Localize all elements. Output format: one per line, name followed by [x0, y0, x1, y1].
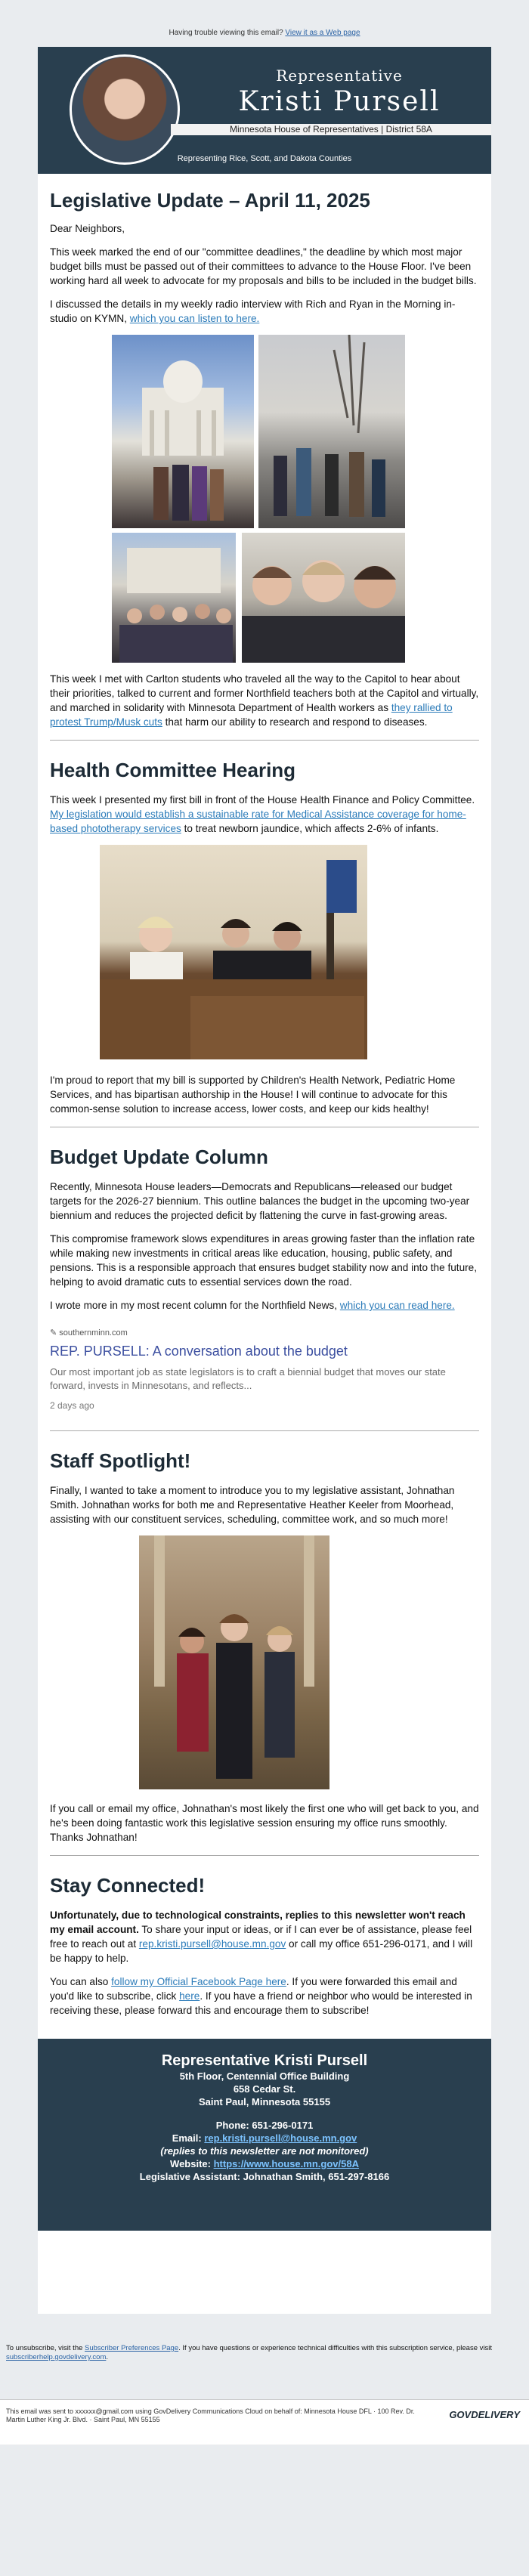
- connect-heading: Stay Connected!: [50, 1874, 206, 1897]
- budget-p3-text: I wrote more in my most recent column for the Northfield News,: [50, 1300, 338, 1311]
- email-body: [38, 47, 491, 2314]
- footer-name: Representative Kristi Pursell: [161, 2052, 368, 2069]
- budget-paragraph-1: Recently, Minnesota House leaders—Democrats and Republicans—released our budget targets for the 2026-27 biennium. This outline balances the budget in the upcoming two-year biennium and reduces the projected deficit by flattening the curve in fast-growing areas.: [50, 1181, 470, 1221]
- footer-address-2: 658 Cedar St.: [233, 2083, 296, 2095]
- connect-paragraph-2: [50, 1975, 479, 2018]
- budget-heading: Budget Update Column: [50, 1146, 268, 1168]
- article-age: 2 days ago: [50, 1400, 94, 1411]
- intro-paragraph-3: [50, 672, 479, 729]
- budget-paragraph-2: This compromise framework slows expenditures in areas growing faster than the inflation rate while making new investments in critical areas like education, housing, public safety, and pensions. This is a responsible approach that ensures budget stability now and into the future, helping to avoid dramatic cuts to essential services down the road.: [50, 1233, 477, 1288]
- article-source-text: southernminn.com: [59, 1328, 128, 1337]
- fineprint-bar: [0, 2399, 529, 2445]
- footer-phone: Phone: 651-296-0171: [215, 2120, 314, 2131]
- capitol-steps-photo: [112, 335, 254, 528]
- footer-assistant: Legislative Assistant: Johnathan Smith, 651-297-8166: [139, 2171, 390, 2182]
- footer-address-1: 5th Floor, Centennial Office Building: [179, 2070, 350, 2082]
- facebook-link[interactable]: follow my Official Facebook Page here: [111, 1976, 286, 1987]
- staff-photo: [139, 1535, 329, 1789]
- intro-p3-text-end: that harm our ability to research and respond to diseases.: [165, 716, 428, 728]
- connect-p2-text: You can also: [50, 1976, 109, 1987]
- intro-p3-text: This week I met with Carlton students who traveled all the way to the Capitol to hear about their priorities, talked to current and former Northfield teachers both at the Capitol and virtually, and marched in solidarity with Minnesota Department of Health workers as: [50, 673, 479, 713]
- section-divider: [50, 1855, 479, 1856]
- footer-address-3: Saint Paul, Minnesota 55155: [198, 2096, 331, 2107]
- web-version-link[interactable]: View it as a Web page: [285, 29, 360, 37]
- subscriber-help-link[interactable]: subscriberhelp.govdelivery.com: [6, 2353, 107, 2361]
- link-icon: ✎: [50, 1328, 57, 1337]
- connect-p1-text-end: or call my office 651-296-0171, and I will be happy to help.: [50, 1938, 473, 1964]
- section-divider: [50, 740, 479, 741]
- rep-title: Representative: [276, 66, 403, 85]
- main-content: [38, 174, 491, 2018]
- column-read-link[interactable]: which you can read here.: [339, 1300, 455, 1311]
- connect-p2-text-end: . If you have a friend or neighbor who would be interested in receiving these, please forward this and encourage them to subscribe!: [50, 1990, 472, 2016]
- subscriber-preferences-link[interactable]: Subscriber Preferences Page: [85, 2344, 179, 2352]
- contact-email-link[interactable]: rep.kristi.pursell@house.mn.gov: [138, 1938, 286, 1950]
- footer-email-link[interactable]: rep.kristi.pursell@house.mn.gov: [204, 2132, 357, 2144]
- intro-paragraph-1: This week marked the end of our "committee deadlines," the deadline by which most major budget bills must be passed out of their committees to advance to the House Floor. I've been working hard all week to advocate for my proposals and bills to be included in the budget bills.: [50, 246, 477, 286]
- footer-email-line: [38, 2132, 491, 2145]
- health-paragraph-2: I'm proud to report that my bill is supported by Children's Health Network, Pediatric Home Services, and has bipartisan authorship in the House! I will continue to advocate for this common-sense solution to increase access, lower costs, and keep our kids healthy!: [50, 1075, 456, 1115]
- preheader-text: Having trouble viewing this email?: [169, 29, 283, 37]
- article-description: Our most important job as state legislators is to craft a biennial budget that moves our state forward, invests in Minnesotans, and reflects...: [50, 1366, 446, 1391]
- rally-march-photo: [258, 335, 405, 528]
- health-p1-text: This week I presented my first bill in front of the House Health Finance and Policy Committee.: [50, 794, 475, 806]
- health-paragraph-1: [50, 793, 479, 836]
- health-p1-text-end: to treat newborn jaundice, which affects 2-6% of infants.: [184, 823, 439, 834]
- committee-hearing-photo: [100, 845, 367, 1059]
- connect-paragraph-1: [50, 1908, 479, 1965]
- reply-warning: Unfortunately, due to technological constraints, replies to this newsletter won't reach my email account.: [50, 1910, 466, 1935]
- header-banner: [38, 47, 491, 174]
- article-title[interactable]: REP. PURSELL: A conversation about the budget: [50, 1344, 348, 1359]
- article-source: [50, 1328, 479, 1337]
- article-preview-card[interactable]: [50, 1322, 479, 1417]
- section-divider: [50, 1430, 479, 1431]
- district-subhead: Representing Rice, Scott, and Dakota Counties: [177, 154, 352, 163]
- footer-banner: [38, 2039, 491, 2231]
- intro-p2-text: I discussed the details in my weekly radio interview with Rich and Ryan in the Morning in-studio on KYMN,: [50, 298, 456, 324]
- govdelivery-logo: GOVDELIVERY: [449, 2409, 520, 2420]
- connect-p1-text: To share your input or ideas, or if I can ever be of assistance, please feel free to reach out at: [50, 1924, 472, 1950]
- legal-text-end: .: [106, 2353, 108, 2361]
- phototherapy-bill-link[interactable]: My legislation would establish a sustainable rate for Medical Assistance coverage for home-based phototherapy services: [50, 809, 466, 834]
- preheader: [0, 0, 529, 47]
- footer-email-note: (replies to this newsletter are not monitored): [160, 2145, 369, 2157]
- subscribe-link[interactable]: here: [179, 1990, 200, 2002]
- legal-notice: [0, 2344, 529, 2362]
- footer-email-label: Email:: [172, 2132, 202, 2144]
- selfie-photo: [242, 533, 405, 663]
- staff-heading: Staff Spotlight!: [50, 1449, 191, 1472]
- health-heading: Health Committee Hearing: [50, 759, 296, 781]
- connect-p2-text-mid: . If you were forwarded this email and you'd like to subscribe, click: [50, 1976, 457, 2002]
- students-group-photo: [112, 533, 236, 663]
- budget-paragraph-3: [50, 1298, 479, 1313]
- intro-paragraph-2: [50, 297, 479, 326]
- footer-website-link[interactable]: https://www.house.mn.gov/58A: [213, 2158, 359, 2169]
- footer-website-label: Website:: [170, 2158, 211, 2169]
- legal-text-mid: . If you have questions or experience technical difficulties with this subscription service, please visit: [178, 2344, 492, 2352]
- office-bar: Minnesota House of Representatives | District 58A: [171, 124, 491, 135]
- page-title: Legislative Update – April 11, 2025: [50, 189, 370, 212]
- rep-name: Kristi Pursell: [238, 86, 441, 117]
- greeting: Dear Neighbors,: [50, 223, 125, 234]
- staff-paragraph-1: Finally, I wanted to take a moment to introduce you to my legislative assistant, Johnathan Smith. Johnathan works for both me and Representative Heather Keeler from Moorhead, assisting with our constituent services, scheduling, committee work, and so much more!: [50, 1485, 455, 1525]
- rally-protest-link[interactable]: they rallied to protest Trump/Musk cuts: [50, 702, 453, 728]
- capitol-photo-grid: [50, 335, 479, 663]
- radio-interview-link[interactable]: which you can listen to here.: [129, 313, 260, 324]
- staff-paragraph-2: If you call or email my office, Johnathan's most likely the first one who will get back to you, and he's been doing fantastic work this legislative session ensuring my office runs smoothly. Thanks Johnathan!: [50, 1803, 479, 1843]
- legal-text: To unsubscribe, visit the: [6, 2344, 83, 2352]
- footer-website-line: [38, 2157, 491, 2170]
- fineprint-text: This email was sent to xxxxxx@gmail.com using GovDelivery Communications Cloud on behalf of: Minnesota House DFL · 100 Rev. Dr. Martin Luther King Jr. Blvd. · Saint Paul, MN 55155: [6, 2407, 415, 2423]
